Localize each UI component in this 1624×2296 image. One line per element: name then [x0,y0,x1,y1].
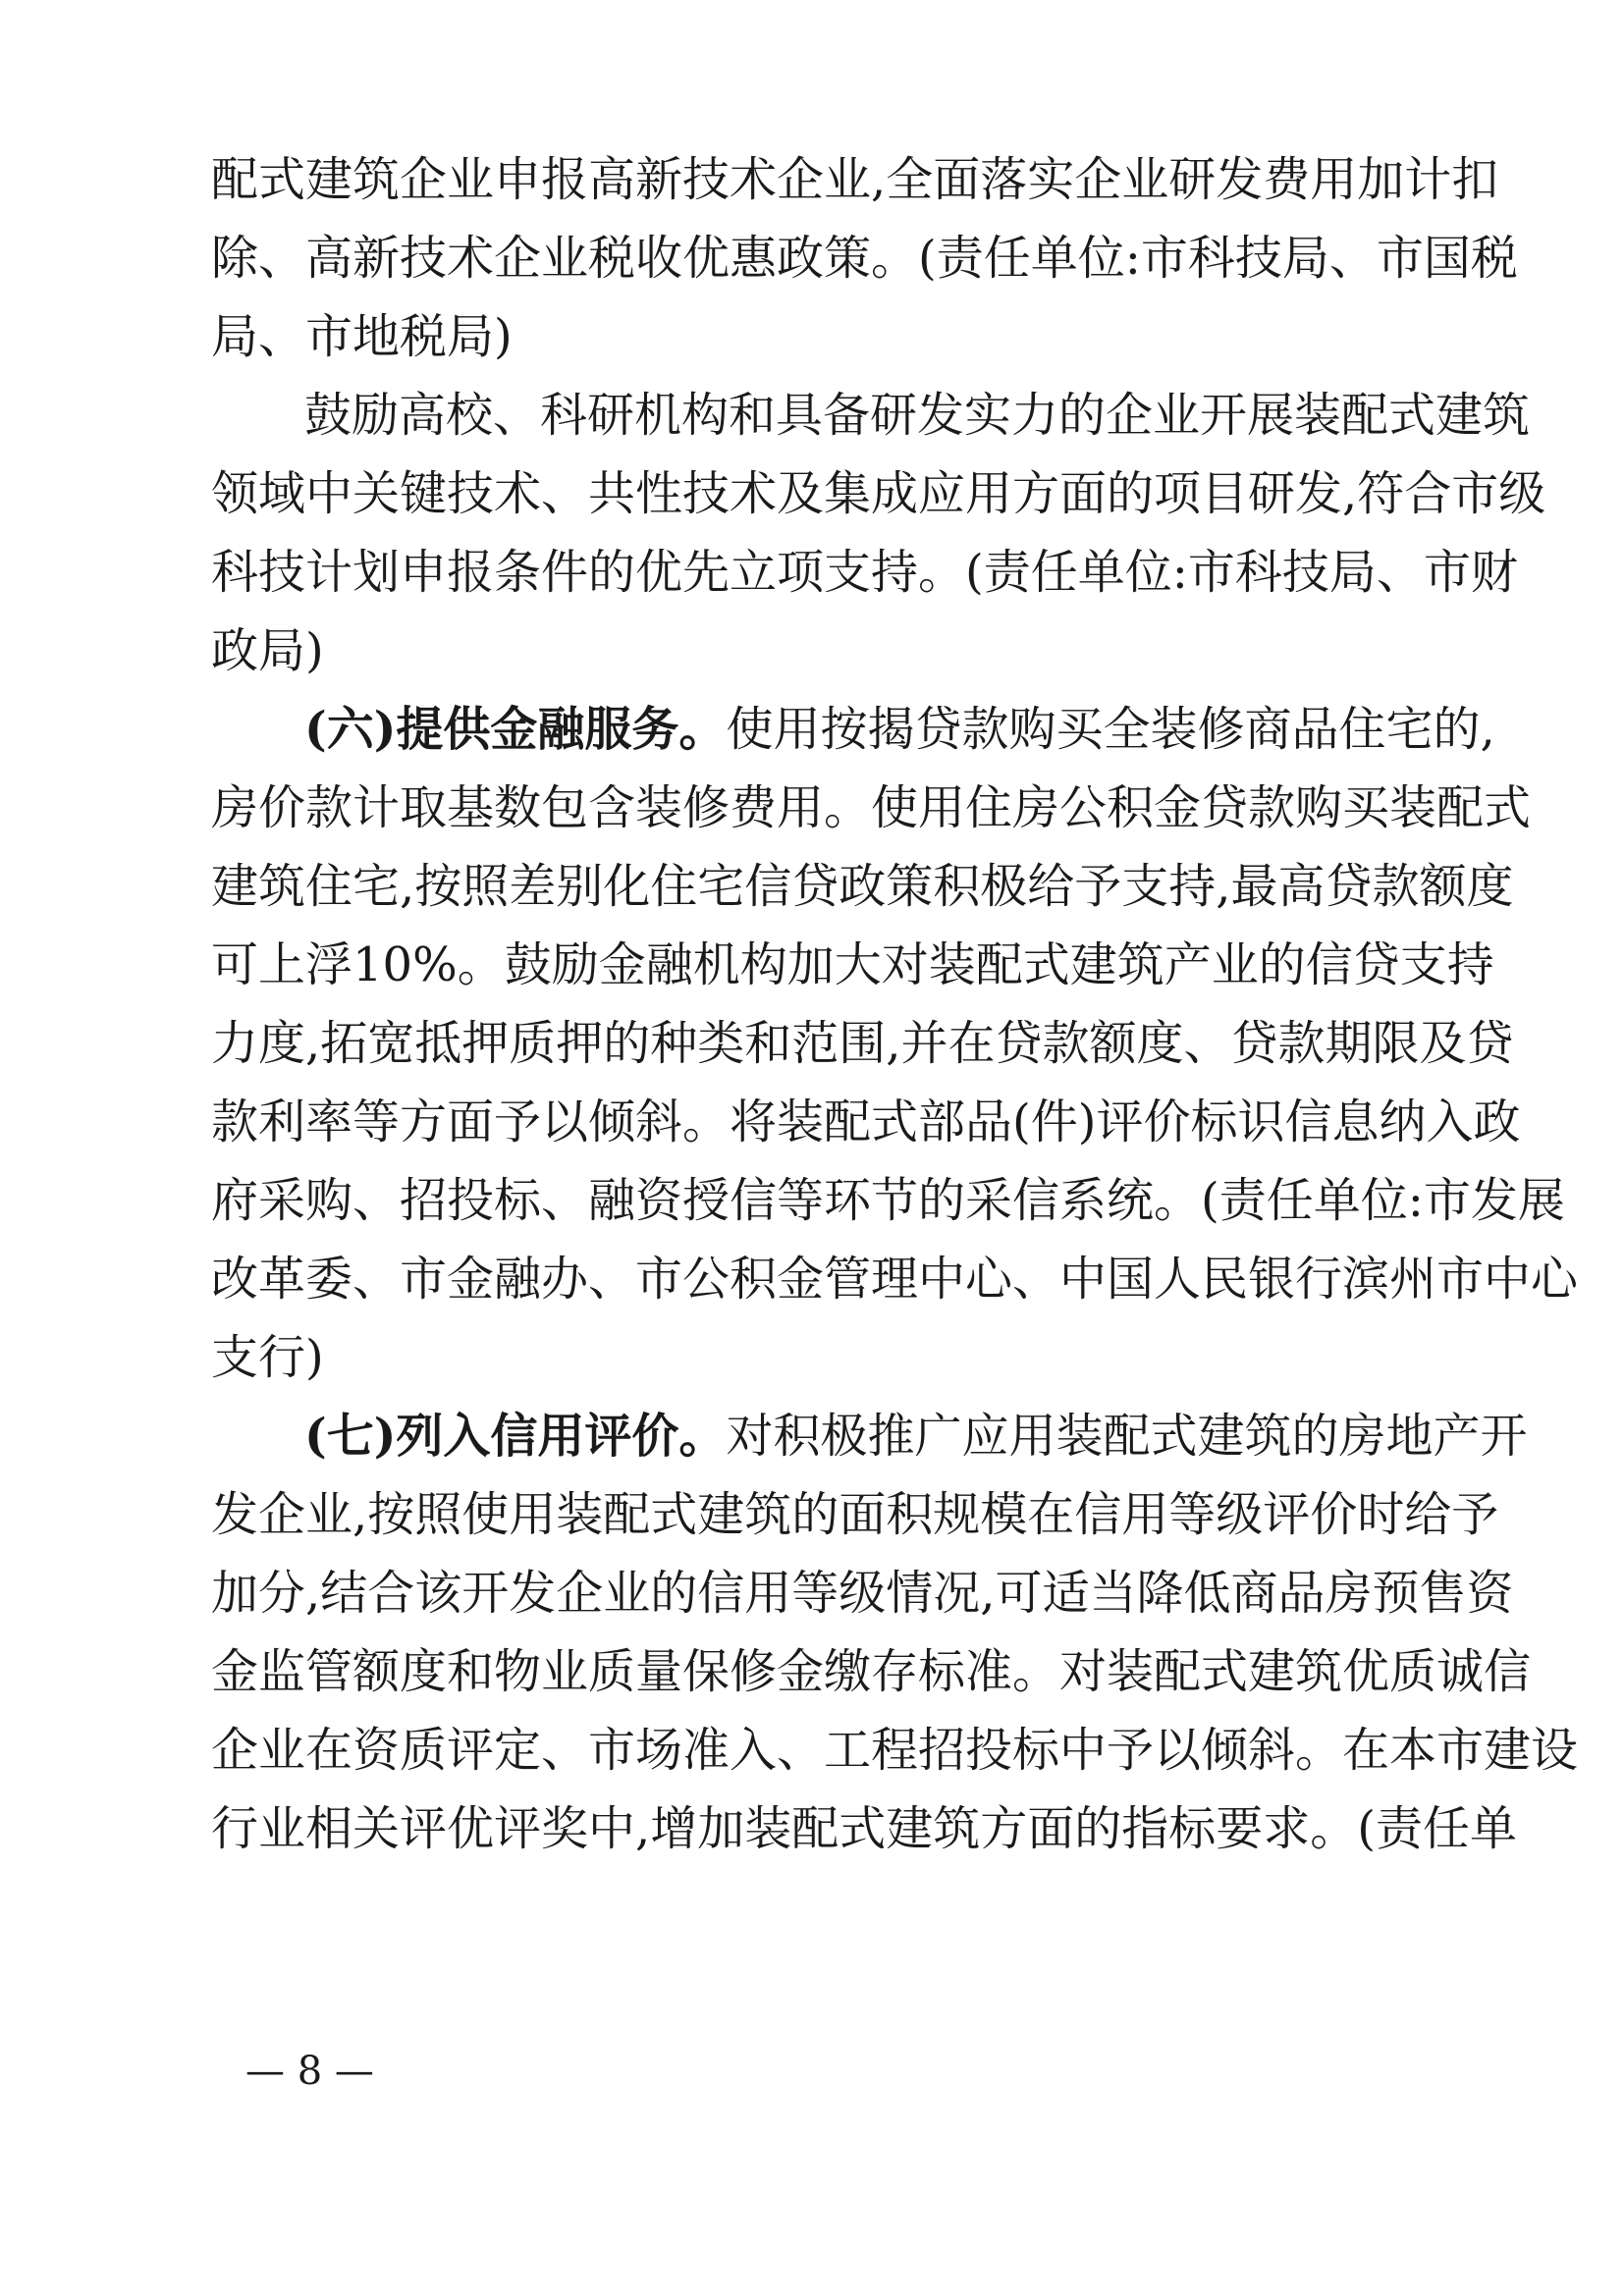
body-line-22: 行业相关评优评奖中,增加装配式建筑方面的指标要求。(责任单 [211,1801,1517,1856]
body-line-2: 除、高新技术企业税收优惠政策。(责任单位:市科技局、市国税 [211,231,1518,286]
body-line-14: 府采购、招投标、融资授信等环节的采信系统。(责任单位:市发展 [211,1173,1565,1228]
section-six-heading: (六)提供金融服务。 [304,702,727,757]
body-line-20: 金监管额度和物业质量保修金缴存标准。对装配式建筑优质诚信 [211,1644,1532,1699]
body-line-3: 局、市地税局) [211,309,513,364]
body-line-11: 可上浮10%。鼓励金融机构加大对装配式建筑产业的信贷支持 [211,937,1494,992]
body-line-10: 建筑住宅,按照差别化住宅信贷政策积极给予支持,最高贷款额度 [211,859,1514,914]
body-line-4: 鼓励高校、科研机构和具备研发实力的企业开展装配式建筑 [304,388,1531,443]
section-seven-first-line [304,1397,1528,1475]
body-line-16: 支行) [211,1330,324,1385]
body-line-7: 政局) [211,623,324,678]
section-six-first-text: 使用按揭贷款购买全装修商品住宅的, [726,702,1495,757]
section-six-first-line [304,690,1495,769]
body-line-12: 力度,拓宽抵押质押的种类和范围,并在贷款额度、贷款期限及贷 [211,1016,1514,1071]
body-line-5: 领域中关键技术、共性技术及集成应用方面的项目研发,符合市级 [211,466,1546,521]
section-seven-first-text: 对积极推广应用装配式建筑的房地产开 [726,1409,1528,1464]
body-line-6: 科技计划申报条件的优先立项支持。(责任单位:市科技局、市财 [211,545,1518,600]
body-line-13: 款利率等方面予以倾斜。将装配式部品(件)评价标识信息纳入政 [211,1095,1521,1149]
body-line-15: 改革委、市金融办、市公积金管理中心、中国人民银行滨州市中心 [211,1252,1579,1307]
page-number: — 8 — [245,2049,374,2094]
section-seven-heading: (七)列入信用评价。 [304,1409,727,1464]
body-line-9: 房价款计取基数包含装修费用。使用住房公积金贷款购买装配式 [211,780,1532,835]
body-line-18: 发企业,按照使用装配式建筑的面积规模在信用等级评价时给予 [211,1487,1499,1542]
body-line-1: 配式建筑企业申报高新技术企业,全面落实企业研发费用加计扣 [211,152,1499,207]
body-line-19: 加分,结合该开发企业的信用等级情况,可适当降低商品房预售资 [211,1566,1514,1621]
body-line-21: 企业在资质评定、市场准入、工程招投标中予以倾斜。在本市建设 [211,1723,1579,1778]
